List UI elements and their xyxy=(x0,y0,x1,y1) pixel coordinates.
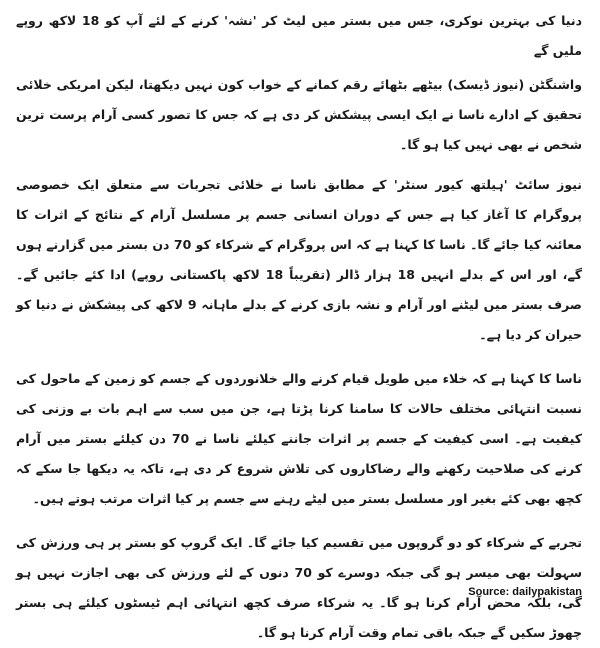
article-paragraph-weightlessness: ناسا کا کہنا ہے کہ خلاء میں طویل قیام کرنے والے خلانوردوں کے جسم کو زمین کے ماحول کی نسبت انتہائی مختلف حالات کا سامنا کرنا پڑتا ہے، جن میں سب سے اہم بات بے وزنی کی کیفیت ہے۔ اسی کیفیت کے جسم پر اثرات جاننے کیلئے ناسا نے 70 دن کیلئے بستر میں آرام کرنے کی صلاحیت رکھنے والے رضاکاروں کی تلاش شروع کر دی ہے، تاکہ یہ دیکھا جا سکے کہ کچھ بھی کئے بغیر اور مسلسل بستر میں لیٹے رہنے سے جسم پر کیا اثرات مرتب ہوتے ہیں۔ xyxy=(16,371,582,506)
article-paragraph-intro: واشنگٹن (نیوز ڈیسک) بیٹھے بٹھائے رقم کمانے کے خواب کون نہیں دیکھتا، لیکن امریکی خلائی تحقیق کے ادارے ناسا نے ایک ایسی پیشکش کر دی ہے کہ جس کا تصور کسی آرام پرست ترین شخص نے بھی نہیں کیا ہو گا۔ xyxy=(16,77,582,152)
source-credit: Source: dailypakistan xyxy=(468,586,582,598)
article-body xyxy=(16,6,582,648)
article-paragraph-program: نیوز سائٹ 'ہیلتھ کیور سنٹر' کے مطابق ناسا نے خلائی تجربات سے متعلق ایک خصوصی پروگرام کا آغاز کیا ہے جس کے دوران انسانی جسم پر مسلسل آرام کے نتائج کے اثرات کا معائنہ کیا جائے گا۔ ناسا کا کہنا ہے کہ اس پروگرام کے شرکاء کو 70 دن بستر میں گزارنے ہوں گے، اور اس کے بدلے انہیں 18 ہزار ڈالر (تقریباً 18 لاکھ پاکستانی روپے) ادا کئے جائیں گے۔ صرف بستر میں لیٹنے اور آرام و نشہ بازی کرنے کے بدلے ماہانہ 9 لاکھ کی پیشکش نے دنیا کو حیران کر دیا ہے۔ xyxy=(16,177,582,342)
article-paragraph-groups: تجربے کے شرکاء کو دو گروپوں میں تقسیم کیا جائے گا۔ ایک گروپ کو بستر پر ہی ورزش کی سہولت بھی میسر ہو گی جبکہ دوسرے کو 70 دنوں کے لئے ورزش کی بھی اجازت نہیں ہو گی، بلکہ محض آرام کرنا ہو گا۔ یہ شرکاء صرف کچھ انتہائی اہم ٹیسٹوں کیلئے ہی بستر چھوڑ سکیں گے جبکہ باقی تمام وقت آرام کرنا ہو گا۔ xyxy=(16,535,582,640)
article-headline: دنیا کی بہترین نوکری، جس میں بستر میں لیٹ کر 'نشہ' کرنے کے لئے آپ کو 18 لاکھ روپے ملیں گے xyxy=(16,13,582,58)
